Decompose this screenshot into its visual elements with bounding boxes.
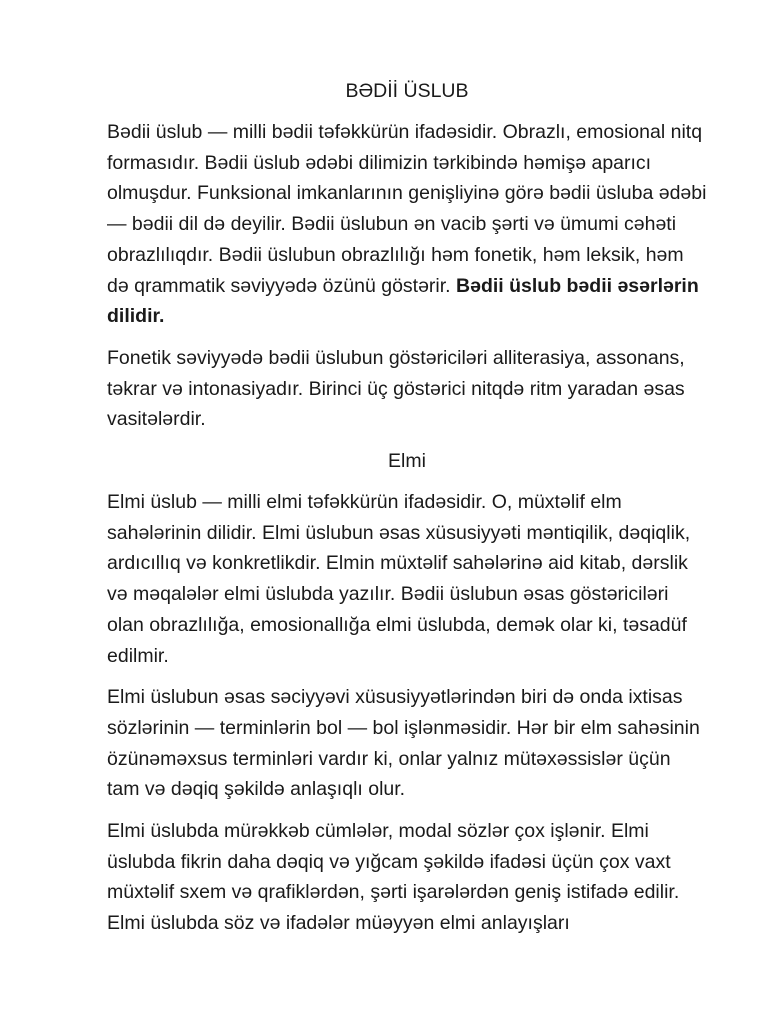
paragraph-elmi-3: Elmi üslubda mürəkkəb cümlələr, modal sözlər çox işlənir. Elmi üslubda fikrin daha dəqiq və yığcam şəkildə ifadəsi üçün çox vaxt müxtəlif sxem və qrafiklərdən, şərti işarələrdən geniş istifadə edilir. Elmi üslubda söz və ifadələr müəyyən elmi anlayışları: [107, 820, 680, 935]
paragraph-bedii-1: [107, 117, 707, 332]
page-content: [107, 76, 707, 950]
paragraph-elmi-1: Elmi üslub — milli elmi təfəkkürün ifadəsidir. O, müxtəlif elm sahələrinin dilidir. Elmi üslubun əsas xüsusiyyəti məntiqilik, dəqiqlik, ardıcıllıq və konkretlikdir. Elmin müxtəlif sahələrinə aid kitab, dərslik və məqalələr elmi üslubda yazılır. Bədii üslubun əsas göstəriciləri olan obrazlılığa, emosionallığa elmi üslubda, demək olar ki, təsadüf edilmir.: [107, 491, 691, 667]
paragraph-text: Bədii üslub — milli bədii təfəkkürün ifadəsidir. Obrazlı, emosional nitq formasıdır. Bədii üslub ədəbi dilimizin tərkibində həmişə aparıcı olmuşdur. Funksional imkanlarının genişliyinə görə bədii üsluba ədəbi — bədii dil də deyilir. Bədii üslubun ən vacib şərti və ümumi cəhəti obrazlılıqdır. Bədii üslubun obrazlılığı həm fonetik, həm leksik, həm də qrammatik səviyyədə özünü göstərir.: [107, 121, 707, 297]
paragraph-elmi-2: Elmi üslubun əsas səciyyəvi xüsusiyyətlərindən biri də onda ixtisas sözlərinin — terminlərin bol — bol işlənməsidir. Hər bir elm sahəsinin özünəməxsus terminləri vardır ki, onlar yalnız mütəxəssislər üçün tam və dəqiq şəkildə anlaşıqlı olur.: [107, 686, 700, 801]
page-title: BƏDİİ ÜSLUB: [345, 80, 469, 102]
paragraph-bedii-2: Fonetik səviyyədə bədii üslubun göstəriciləri alliterasiya, assonans, təkrar və intonasiyadır. Birinci üç göstərici nitqdə ritm yaradan əsas vasitələrdir.: [107, 346, 685, 431]
bold-sentence: Bədii üslub bədii əsərlərin dilidir.: [107, 274, 699, 328]
section-subheading: Elmi: [388, 450, 426, 473]
